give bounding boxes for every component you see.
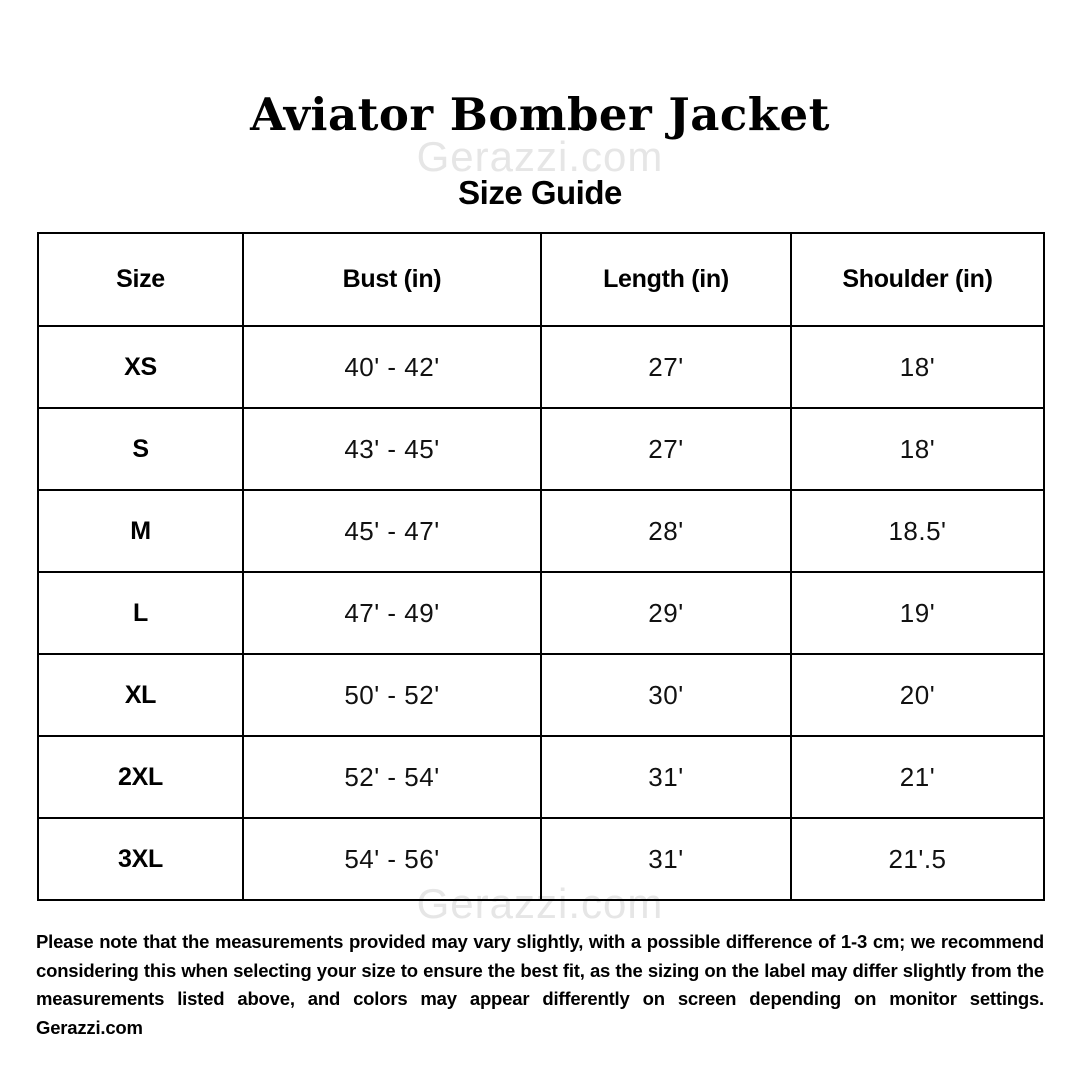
table-row-3xl [38,818,1044,900]
shoulder-value: 21'.5 [791,818,1044,900]
page-subtitle: Size Guide [458,174,622,211]
size-label: XS [38,326,243,408]
size-label: M [38,490,243,572]
size-table-header [38,233,1044,326]
page-title: Aviator Bomber Jacket [250,88,830,141]
length-value: 28' [541,490,791,572]
watermark-bottom: Gerazzi.com [416,880,664,927]
shoulder-value: 18' [791,326,1044,408]
shoulder-value: 21' [791,736,1044,818]
header-shoulder: Shoulder (in) [791,233,1044,326]
shoulder-value: 18.5' [791,490,1044,572]
bust-value: 43' - 45' [243,408,541,490]
size-label: 2XL [38,736,243,818]
length-value: 31' [541,818,791,900]
table-row-l [38,572,1044,654]
size-table-body [38,326,1044,900]
watermark-top: Gerazzi.com [416,133,664,180]
table-row-s [38,408,1044,490]
size-guide-table [37,232,1045,901]
length-value: 31' [541,736,791,818]
bust-value: 54' - 56' [243,818,541,900]
size-label: S [38,408,243,490]
bust-value: 50' - 52' [243,654,541,736]
bust-value: 45' - 47' [243,490,541,572]
length-value: 30' [541,654,791,736]
footer-disclaimer: Please note that the measurements provided may vary slightly, with a possible difference of 1-3 cm; we recommend considering this when selecting your size to ensure the best fit, as the sizing on the label may differ slightly from the measurements listed above, and colors may appear differently on screen depending on monitor settings. Gerazzi.com [36,931,1044,1038]
header-row [38,233,1044,326]
shoulder-value: 18' [791,408,1044,490]
bust-value: 47' - 49' [243,572,541,654]
length-value: 29' [541,572,791,654]
length-value: 27' [541,326,791,408]
size-label: 3XL [38,818,243,900]
header-size: Size [38,233,243,326]
table-row-xl [38,654,1044,736]
table-row-m [38,490,1044,572]
header-length: Length (in) [541,233,791,326]
size-label: L [38,572,243,654]
bust-value: 52' - 54' [243,736,541,818]
shoulder-value: 19' [791,572,1044,654]
table-row-xs [38,326,1044,408]
header-bust: Bust (in) [243,233,541,326]
shoulder-value: 20' [791,654,1044,736]
size-label: XL [38,654,243,736]
bust-value: 40' - 42' [243,326,541,408]
table-row-2xl [38,736,1044,818]
length-value: 27' [541,408,791,490]
